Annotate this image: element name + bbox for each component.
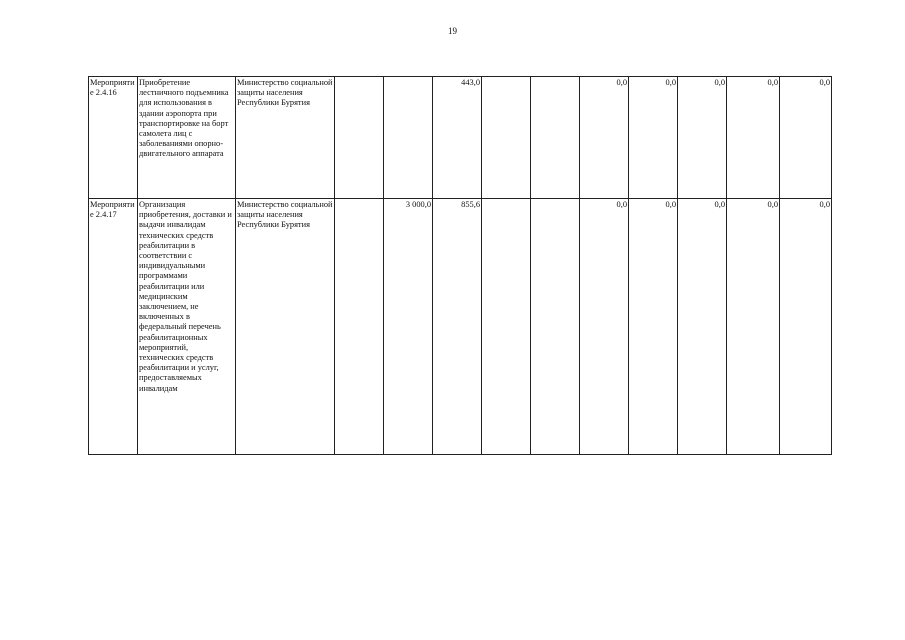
value-cell: 855,6 [433,199,482,455]
event-code-cell: Мероприятие 2.4.17 [89,199,138,455]
value-cell: 3 000,0 [384,199,433,455]
value-cell: 0,0 [629,77,678,199]
value-cell [531,199,580,455]
event-name-cell: Организация приобретения, доставки и выдачи инвалидам технических средств реабилитации в соответствии с индивидуальными программами реабилитации или медицинским заключением, не включенных в федеральный перечень реабилитационных мероприятий, технических средств реабилитации и услуг, предоставляемых инвалидам [138,199,236,455]
value-cell [531,77,580,199]
value-cell: 0,0 [727,77,780,199]
table-row [89,77,832,199]
value-cell [482,77,531,199]
executor-cell: Министерство социальной защиты населения Республики Бурятия [236,199,335,455]
event-code-cell: Мероприятие 2.4.16 [89,77,138,199]
value-cell [335,77,384,199]
value-cell: 0,0 [780,77,832,199]
value-cell: 0,0 [678,77,727,199]
value-cell [482,199,531,455]
value-cell: 443,0 [433,77,482,199]
page-number: 19 [448,26,457,36]
table-row [89,199,832,455]
value-cell: 0,0 [580,199,629,455]
value-cell: 0,0 [678,199,727,455]
value-cell: 0,0 [629,199,678,455]
event-name-cell: Приобретение лестничного подъемника для использования в здании аэропорта при транспортировке на борт самолета лиц с заболеваниями опорно-двигательного аппарата [138,77,236,199]
value-cell [384,77,433,199]
value-cell: 0,0 [727,199,780,455]
value-cell: 0,0 [580,77,629,199]
executor-cell: Министерство социальной защиты населения Республики Бурятия [236,77,335,199]
value-cell [335,199,384,455]
value-cell: 0,0 [780,199,832,455]
program-table [88,76,832,455]
